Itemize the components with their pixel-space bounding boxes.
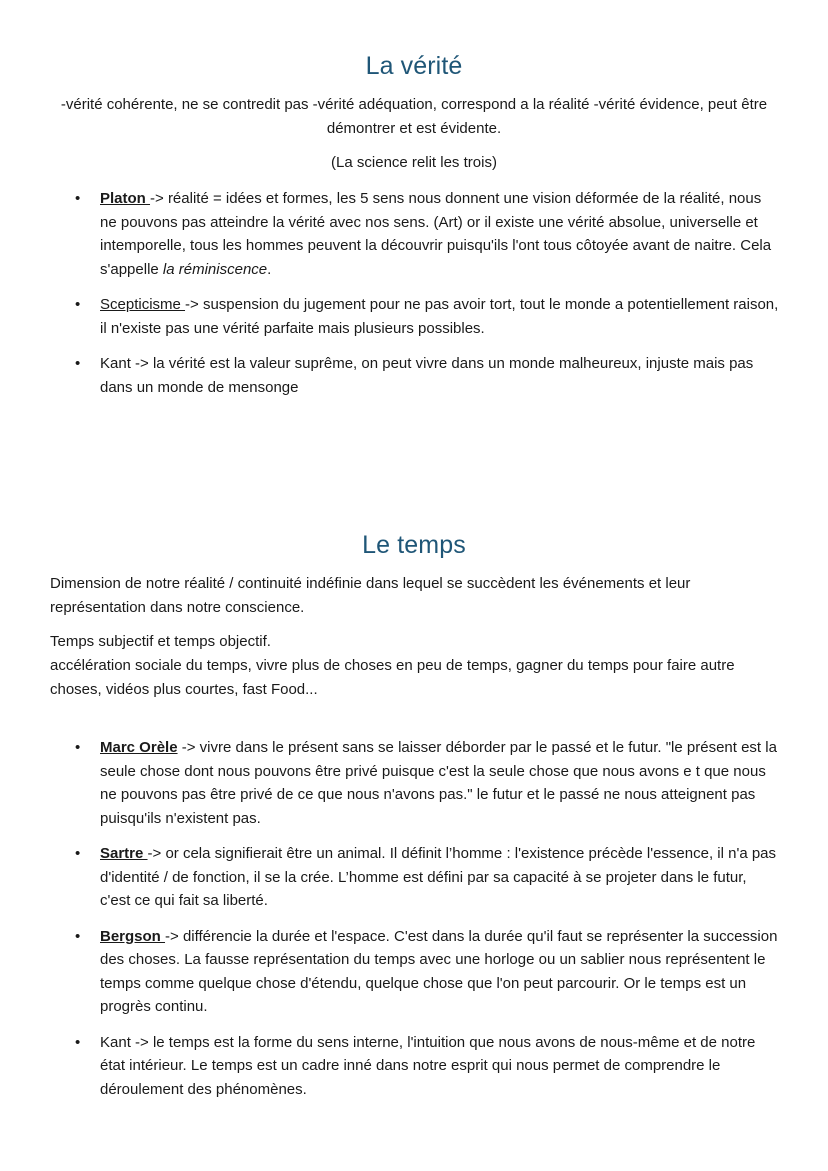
author-name: Sartre — [100, 845, 148, 862]
bullet-text: -> réalité = idées et formes, les 5 sens nous donnent une vision déformée de la réalité, nous ne pouvons pas atteindre la vérité avec nos sens. (Art) or il existe une vérité absolue, universelle et intemporelle, tous les hommes peuvent la découvrir puisqu'ils l'ont tous côtoyée avant de naitre. Cela s'appelle — [100, 190, 772, 278]
author-name: Bergson — [100, 927, 166, 945]
bullet-emphasis: la réminiscence — [162, 260, 268, 278]
temps-bullet-list — [50, 736, 780, 1101]
section-title-temps: Le temps — [362, 531, 466, 559]
bullet-text: Kant -> la vérité est la valeur suprême, on peut vivre dans un monde malheureux, injuste mais pas dans un monde de mensonge — [100, 355, 754, 396]
verite-note: (La science relit les trois) — [331, 154, 497, 171]
temps-definition: Dimension de notre réalité / continuité indéfinie dans lequel se succèdent les événements et leur représentation dans notre conscience. — [50, 575, 691, 616]
author-name: Platon — [100, 190, 151, 207]
temps-line-subjectif: Temps subjectif et temps objectif. — [50, 633, 271, 650]
section-temps — [0, 531, 828, 560]
bullet-text: -> vivre dans le présent sans se laisser déborder par le passé et le futur. "le présent est la seule chose dont nous pouvons être privé puisque c'est la seule chose que nous avons e t que nous ne pouvons pas être privé de ce que nous n'avons pas." le futur et le passé ne nous atteignent pas puisqu'ils n'existent pas. — [100, 739, 777, 827]
list-item — [50, 1031, 780, 1102]
author-name: Scepticisme — [100, 296, 186, 313]
bullet-icon: • — [75, 355, 81, 372]
bullet-text: Kant -> le temps est la forme du sens interne, l'intuition que nous avons de nous-même et de notre état intérieur. Le temps est un cadre inné dans notre esprit qui nous permet de comprendre le déroulement des phénomènes. — [100, 1033, 756, 1098]
list-item — [50, 842, 780, 913]
bullet-icon: • — [75, 190, 81, 207]
verite-bullet-list — [50, 187, 780, 399]
bullet-text: -> suspension du jugement pour ne pas avoir tort, tout le monde a potentiellement raison, il n'existe pas une vérité parfaite mais plusieurs possibles. — [100, 296, 779, 337]
list-item — [50, 187, 780, 281]
bullet-icon: • — [75, 296, 81, 313]
list-item — [50, 736, 780, 830]
bullet-text: -> différencie la durée et l'espace. C'est dans la durée qu'il faut se représenter la succession des choses. La fausse représentation du temps avec une horloge ou un sablier nous représentent le temps comme quelque chose d'étendu, quelque chose que l'on peut parcourir. Or le temps est un progrès continu. — [100, 927, 778, 1015]
bullet-text: -> or cela signifierait être un animal. Il définit l’homme : l'existence précède l'essence, il n'a pas d'identité / de fonction, il se la crée. L’homme est défini par sa capacité à se projeter dans le futur, c'est ce qui fait sa liberté. — [100, 845, 777, 909]
list-item — [50, 925, 780, 1019]
section-title-verite: La vérité — [365, 52, 463, 80]
bullet-icon: • — [75, 739, 81, 756]
section-verite — [0, 52, 828, 81]
bullet-icon: • — [75, 845, 81, 862]
temps-line-acceleration: accélération sociale du temps, vivre plus de choses en peu de temps, gagner du temps pour faire autre choses, vidéos plus courtes, fast Food... — [50, 657, 735, 698]
bullet-icon: • — [75, 927, 81, 945]
list-item — [50, 293, 780, 340]
list-item — [50, 352, 780, 399]
bullet-icon: • — [75, 1033, 81, 1051]
verite-intro: -vérité cohérente, ne se contredit pas -vérité adéquation, correspond a la réalité -vérité évidence, peut être démontrer et est évidente. — [60, 96, 768, 137]
author-name: Marc Orèle — [100, 739, 178, 756]
bullet-text-end: . — [267, 260, 272, 278]
